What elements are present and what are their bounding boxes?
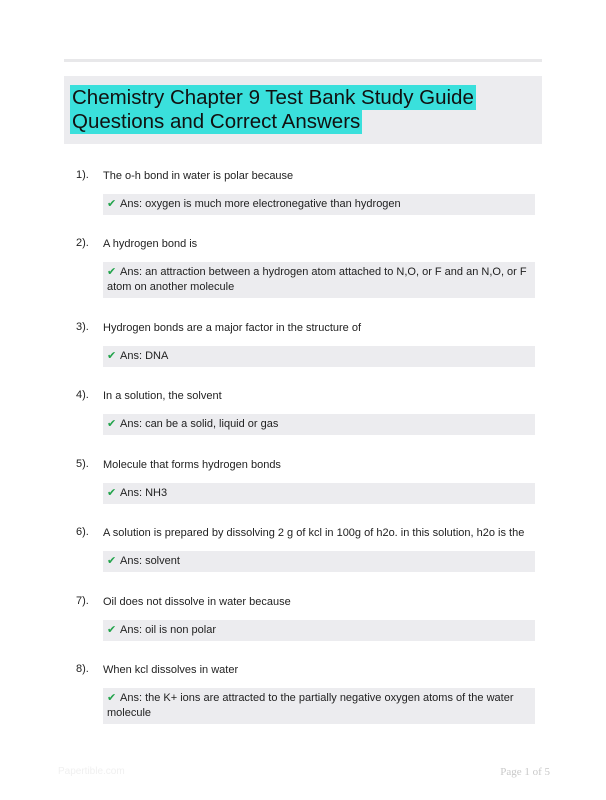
question-number: 1).: [76, 169, 89, 181]
question-text: Hydrogen bonds are a major factor in the structure of: [103, 322, 362, 334]
answer-box: [103, 551, 535, 572]
check-icon: ✔: [107, 691, 117, 704]
check-icon: ✔: [107, 554, 117, 567]
question-number: 5).: [76, 458, 89, 470]
question-number: 8).: [76, 663, 89, 675]
check-icon: ✔: [107, 265, 117, 278]
answer-box: [103, 688, 535, 724]
check-icon: ✔: [107, 349, 117, 362]
check-icon: ✔: [107, 197, 117, 210]
answer-box: [103, 483, 535, 504]
answer-box: [103, 414, 535, 435]
question-number: 7).: [76, 595, 89, 607]
question-text: When kcl dissolves in water: [103, 664, 239, 676]
answer-box: [103, 194, 535, 215]
top-divider: [64, 59, 542, 62]
answer-box: [103, 346, 535, 367]
document-title: [70, 86, 500, 134]
answer-box: [103, 262, 535, 298]
check-icon: ✔: [107, 486, 117, 499]
question-number: 2).: [76, 237, 89, 249]
answer-text: Ans: can be a solid, liquid or gas: [120, 418, 279, 430]
footer-watermark: Papertible.com: [58, 766, 125, 777]
answer-text: Ans: the K+ ions are attracted to the partially negative oxygen atoms of the water molecule: [107, 692, 514, 719]
answer-text: Ans: NH3: [120, 487, 168, 499]
question-text: Oil does not dissolve in water because: [103, 596, 291, 608]
check-icon: ✔: [107, 623, 117, 636]
question-number: 4).: [76, 389, 89, 401]
question-number: 3).: [76, 321, 89, 333]
answer-text: Ans: an attraction between a hydrogen atom attached to N,O, or F and an N,O, or F atom on another molecule: [107, 266, 527, 293]
question-text: Molecule that forms hydrogen bonds: [103, 459, 281, 471]
question-text: The o-h bond in water is polar because: [103, 170, 294, 182]
question-text: A hydrogen bond is: [103, 238, 198, 250]
question-text: In a solution, the solvent: [103, 390, 222, 402]
page-number: Page 1 of 5: [500, 766, 550, 778]
document-title-text: Chemistry Chapter 9 Test Bank Study Guide Questions and Correct Answers: [72, 86, 474, 133]
answer-box: [103, 620, 535, 641]
question-number: 6).: [76, 526, 89, 538]
answer-text: Ans: oil is non polar: [120, 624, 216, 636]
answer-text: Ans: solvent: [120, 555, 180, 567]
answer-text: Ans: oxygen is much more electronegative than hydrogen: [120, 198, 401, 210]
check-icon: ✔: [107, 417, 117, 430]
answer-text: Ans: DNA: [120, 350, 169, 362]
question-text: A solution is prepared by dissolving 2 g of kcl in 100g of h2o. in this solution, h2o is the: [103, 527, 525, 539]
